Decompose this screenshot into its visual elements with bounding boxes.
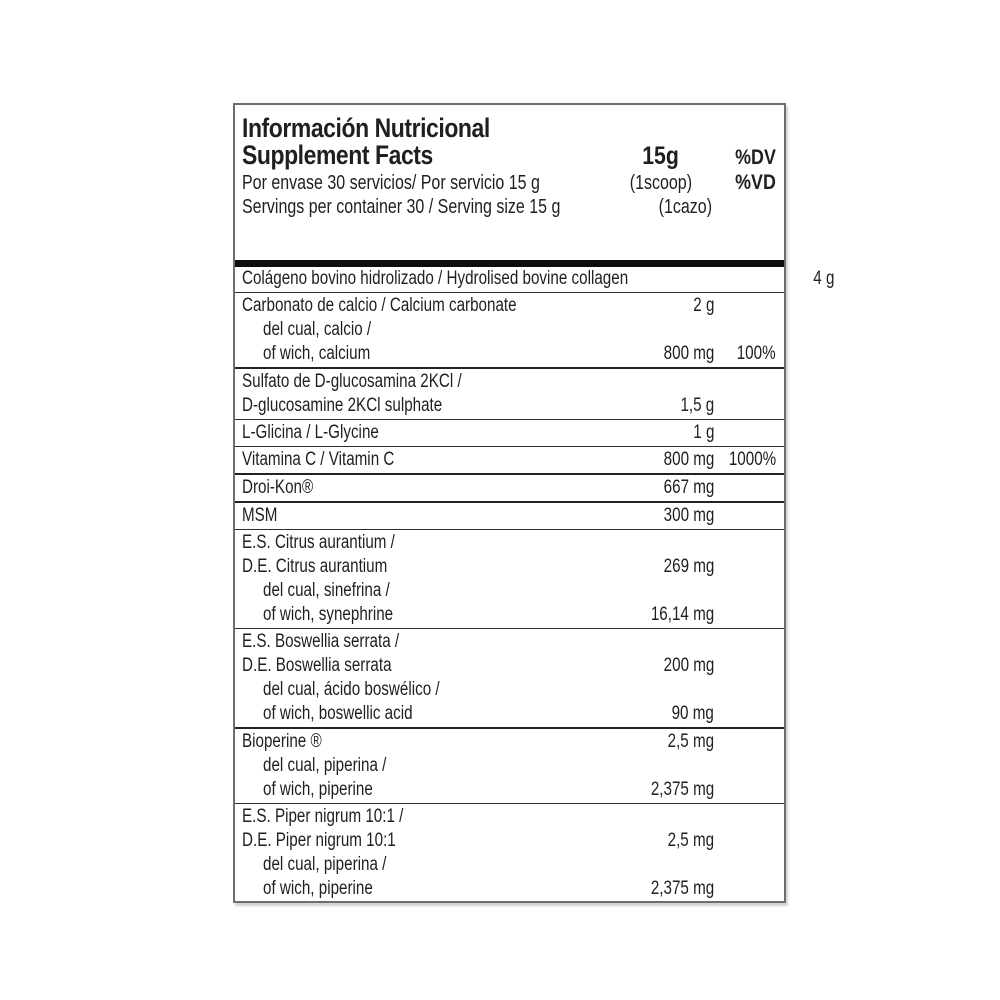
serving-size-value: 15g [642, 142, 680, 170]
header-row-servings-en [242, 195, 776, 219]
row-separator [235, 529, 784, 530]
row-separator [235, 501, 784, 503]
ingredient-row [235, 267, 835, 291]
ingredient-row [235, 294, 784, 318]
ingredient-dv: 100% [737, 343, 776, 364]
ingredient-amount: 200 mg [663, 655, 714, 676]
ingredient-row [235, 394, 784, 418]
ingredient-row [235, 318, 784, 342]
ingredient-amount: 269 mg [663, 556, 714, 577]
ingredient-name: D.E. Boswellia serrata [242, 655, 392, 676]
ingredient-name: Sulfato de D-glucosamina 2KCl / [242, 371, 462, 392]
ingredient-amount: 1,5 g [680, 395, 714, 416]
dv-header-es: %VD [735, 171, 776, 194]
servings-line-es: Por envase 30 servicios/ Por servicio 15 g [242, 172, 540, 194]
ingredient-row [235, 778, 784, 802]
serving-scoop-es: (1cazo) [658, 196, 712, 218]
ingredient-name: del cual, piperina / [263, 755, 387, 776]
ingredient-name: of wich, boswellic acid [263, 703, 413, 724]
ingredient-row [235, 421, 784, 445]
serving-scoop-en: (1scoop) [629, 172, 693, 194]
ingredient-row [235, 805, 784, 829]
thick-divider-bar [235, 260, 784, 267]
ingredient-name: Colágeno bovino hidrolizado / Hydrolised bovine collagen [242, 268, 629, 289]
dv-header-en: %DV [735, 146, 776, 169]
ingredient-row [235, 531, 784, 555]
ingredient-name: D.E. Piper nigrum 10:1 [242, 830, 396, 851]
ingredient-row [235, 877, 784, 901]
ingredient-name: E.S. Boswellia serrata / [242, 631, 400, 652]
row-separator [235, 292, 784, 293]
ingredient-name: del cual, ácido boswélico / [263, 679, 440, 700]
ingredient-amount: 2,375 mg [650, 878, 714, 899]
ingredient-name: Vitamina C / Vitamin C [242, 449, 395, 470]
row-separator [235, 419, 784, 420]
row-separator [235, 367, 784, 369]
ingredient-name: of wich, piperine [263, 878, 373, 899]
nutrition-label [233, 103, 835, 903]
ingredient-name: of wich, piperine [263, 779, 373, 800]
servings-line-en: Servings per container 30 / Serving size 15 g [242, 196, 561, 218]
ingredient-rows [235, 267, 835, 901]
ingredient-row [235, 448, 784, 472]
ingredient-name: Bioperine ® [242, 731, 322, 752]
ingredient-amount: 2 g [692, 295, 714, 316]
ingredient-row [235, 730, 784, 754]
ingredient-row [235, 829, 784, 853]
ingredient-name: del cual, piperina / [263, 854, 387, 875]
ingredient-row [235, 579, 784, 603]
ingredient-amount: 16,14 mg [650, 604, 714, 625]
label-title-en: Supplement Facts [242, 140, 433, 170]
ingredient-row [235, 476, 784, 500]
ingredient-name: del cual, sinefrina / [263, 580, 390, 601]
ingredient-row [235, 504, 784, 528]
label-header [235, 105, 784, 219]
ingredient-name: D.E. Citrus aurantium [242, 556, 388, 577]
ingredient-dv: 1000% [728, 449, 776, 470]
ingredient-row [235, 853, 784, 877]
row-separator [235, 727, 784, 729]
ingredient-amount: 1 g [692, 422, 714, 443]
ingredient-row [235, 678, 784, 702]
ingredient-name: Droi-Kon® [242, 477, 314, 498]
ingredient-amount: 2,5 mg [667, 731, 714, 752]
ingredient-row [235, 630, 784, 654]
ingredient-amount: 2,375 mg [650, 779, 714, 800]
ingredient-name: of wich, calcium [263, 343, 371, 364]
ingredient-name: E.S. Citrus aurantium / [242, 532, 395, 553]
ingredient-amount: 300 mg [663, 505, 714, 526]
ingredient-amount: 800 mg [663, 343, 714, 364]
ingredient-name: D-glucosamine 2KCl sulphate [242, 395, 443, 416]
ingredient-name: Carbonato de calcio / Calcium carbonate [242, 295, 517, 316]
row-separator [235, 803, 784, 804]
header-row-title-es [242, 115, 776, 142]
label-title-es: Información Nutricional [242, 113, 490, 143]
ingredient-row [235, 654, 784, 678]
ingredient-name: of wich, synephrine [263, 604, 394, 625]
ingredient-row [235, 555, 784, 579]
ingredient-name: E.S. Piper nigrum 10:1 / [242, 806, 404, 827]
ingredient-row [235, 342, 784, 366]
ingredient-row [235, 754, 784, 778]
ingredient-row [235, 370, 784, 394]
header-row-servings-es [242, 171, 776, 195]
ingredient-row [235, 702, 784, 726]
ingredient-name: MSM [242, 505, 278, 526]
ingredient-amount: 800 mg [663, 449, 714, 470]
row-separator [235, 446, 784, 447]
row-separator [235, 628, 784, 629]
row-separator [235, 473, 784, 475]
ingredient-amount: 4 g [813, 268, 835, 289]
ingredient-name: L-Glicina / L-Glycine [242, 422, 379, 443]
header-row-title-en [242, 142, 776, 171]
ingredient-row [235, 603, 784, 627]
ingredient-name: del cual, calcio / [263, 319, 372, 340]
ingredient-amount: 667 mg [663, 477, 714, 498]
ingredient-amount: 90 mg [671, 703, 714, 724]
ingredient-amount: 2,5 mg [667, 830, 714, 851]
